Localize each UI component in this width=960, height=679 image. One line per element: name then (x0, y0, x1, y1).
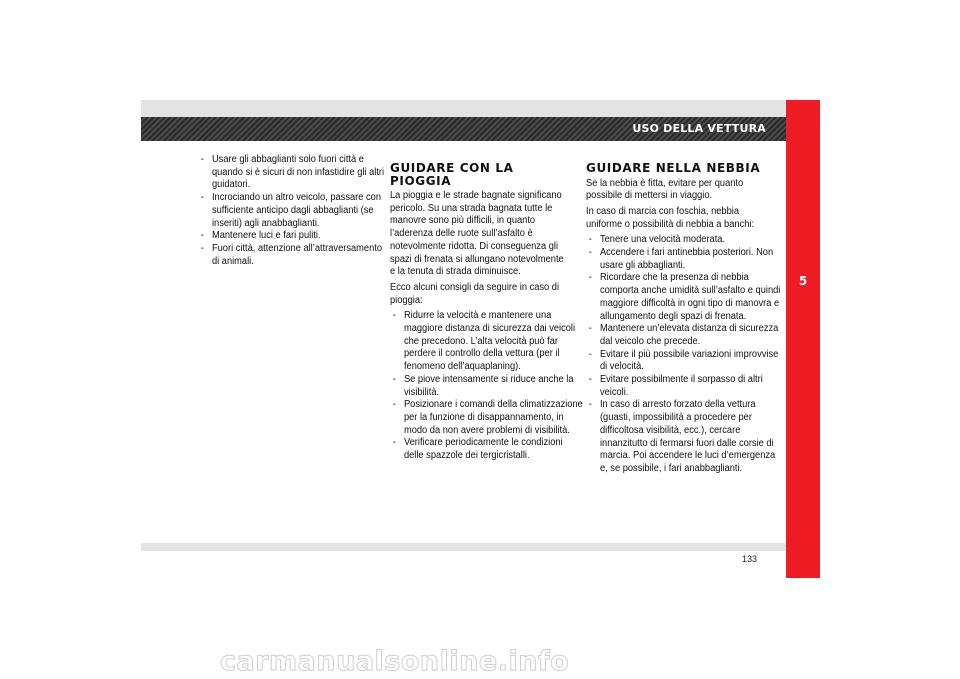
page-number: 133 (742, 554, 758, 564)
fog-lead: In caso di marcia con foschia, nebbia uniforme o possibilità di nebbia a banchi: (586, 205, 755, 230)
rain-lead: Ecco alcuni consigli da seguire in caso di pioggia: (390, 281, 560, 306)
list-item: - Mantenere luci e fari puliti. (198, 230, 389, 243)
list-item: - Evitare possibilmente il sorpasso di altri veicoli. (586, 374, 781, 399)
list-item: - Posizionare i comandi della climatizzazione per la funzione di disappannamento, in modo da non avere problemi di visibilità. (390, 399, 585, 437)
fog-tips-list (586, 234, 781, 475)
rain-tips-list (390, 310, 583, 462)
list-item: - Usare gli abbaglianti solo fuori città e quando si è sicuri di non infastidire gli altri guidatori. (198, 154, 389, 192)
list-item: - Fuori città, attenzione all’attraversamento di animali. (198, 243, 389, 268)
top-grey-band (141, 100, 786, 117)
headlight-tips-list (198, 154, 385, 268)
list-item: - Tenere una velocità moderata. (586, 234, 781, 247)
chapter-number: 5 (798, 274, 808, 288)
list-item: - In caso di arresto forzato della vettura (guasti, impossibilità a procedere per difficoltosa visibilità, ecc.), cercare innanzitutto di fermarsi fuori dalle corsie di marcia. Poi accendere le luci d’emergenza e, se possibile, i fari anabbaglianti. (586, 399, 781, 475)
list-item: - Accendere i fari antinebbia posteriori. Non usare gli abbaglianti. (586, 247, 781, 272)
list-item: - Ricordare che la presenza di nebbia comporta anche umidità sull’asfalto e quindi maggiore difficoltà in ogni tipo di manovra e allungamento degli spazi di frenata. (586, 272, 781, 323)
list-item: - Ridurre la velocità e mantenere una maggiore distanza di sicurezza dai veicoli che precedono. L’alta velocità può far perdere il controllo della vettura (per il fenomeno dell’aquaplaning). (390, 310, 585, 374)
fog-section-heading: GUIDARE NELLA NEBBIA (586, 161, 761, 175)
column-3 (586, 154, 781, 476)
list-item: - Evitare il più possibile variazioni improvvise di velocità. (586, 349, 781, 374)
list-item: - Incrociando un altro veicolo, passare con sufficiente anticipo dagli abbaglianti (se inseriti) agli anabbaglianti. (198, 192, 389, 230)
fog-intro: Se la nebbia è fitta, evitare per quanto possibile di mettersi in viaggio. (586, 177, 744, 202)
rain-intro: La pioggia e le strade bagnate significano pericolo. Su una strada bagnata tutte le manovre sono più difficili, in quanto l’aderenza delle ruote sull’asfalto è notevolmente ridotta. Di conseguenza gli spazi di frenata si allungano notevolmente e la tenuta di strada diminuisce. (390, 190, 564, 278)
section-title: USO DELLA VETTURA (632, 122, 766, 135)
list-item: - Verificare periodicamente le condizioni delle spazzole dei tergicristalli. (390, 437, 585, 462)
bottom-grey-band (141, 543, 786, 551)
list-item: - Se piove intensamente si riduce anche la visibilità. (390, 374, 585, 399)
rain-section-heading: GUIDARE CON LA PIOGGIA (390, 161, 514, 188)
section-header-bar (141, 117, 786, 141)
watermark: carmanualsonline.info (220, 646, 570, 677)
chapter-tab (786, 100, 820, 578)
list-item: - Mantenere un’elevata distanza di sicurezza dal veicolo che precede. (586, 323, 781, 348)
column-2 (390, 154, 583, 463)
column-1 (198, 154, 385, 268)
